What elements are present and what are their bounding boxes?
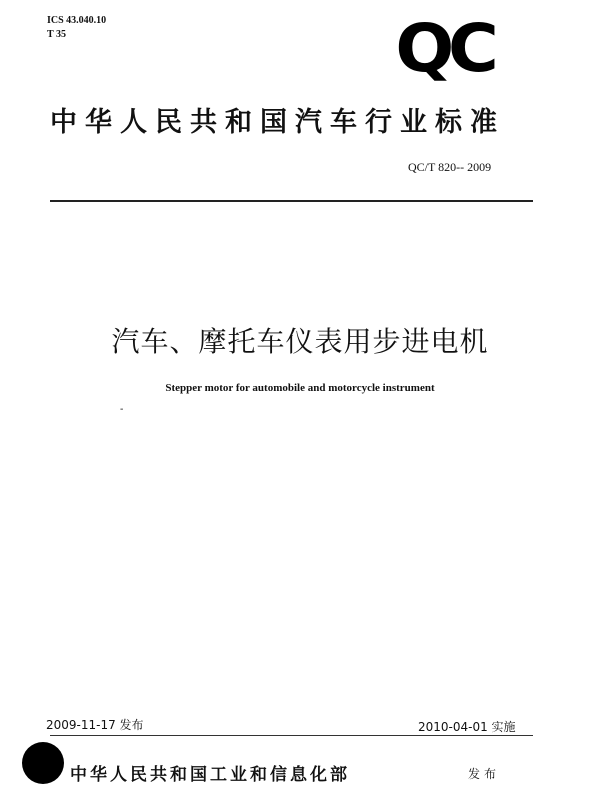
standard-title: 中华人民共和国汽车行业标准 bbox=[50, 107, 505, 138]
issuer-emblem-icon bbox=[22, 742, 64, 784]
publish-label: 发布 bbox=[468, 767, 501, 781]
header-rule bbox=[50, 200, 533, 202]
issuer-name: 中华人民共和国工业和信息化部 bbox=[70, 765, 350, 785]
classification-code: T 35 bbox=[47, 29, 66, 40]
dash-mark: - bbox=[120, 404, 124, 415]
document-title-cn: 汽车、摩托车仪表用步进电机 bbox=[111, 325, 489, 358]
footer-rule bbox=[50, 735, 533, 736]
effective-date: 2010-04-01 实施 bbox=[418, 720, 516, 734]
document-title-en: Stepper motor for automobile and motorcycle instrument bbox=[165, 382, 435, 394]
qc-logo: QC bbox=[395, 10, 493, 87]
standard-number: QC/T 820-- 2009 bbox=[408, 160, 492, 174]
ics-code: ICS 43.040.10 bbox=[47, 15, 107, 26]
issue-date: 2009-11-17 发布 bbox=[46, 718, 144, 732]
